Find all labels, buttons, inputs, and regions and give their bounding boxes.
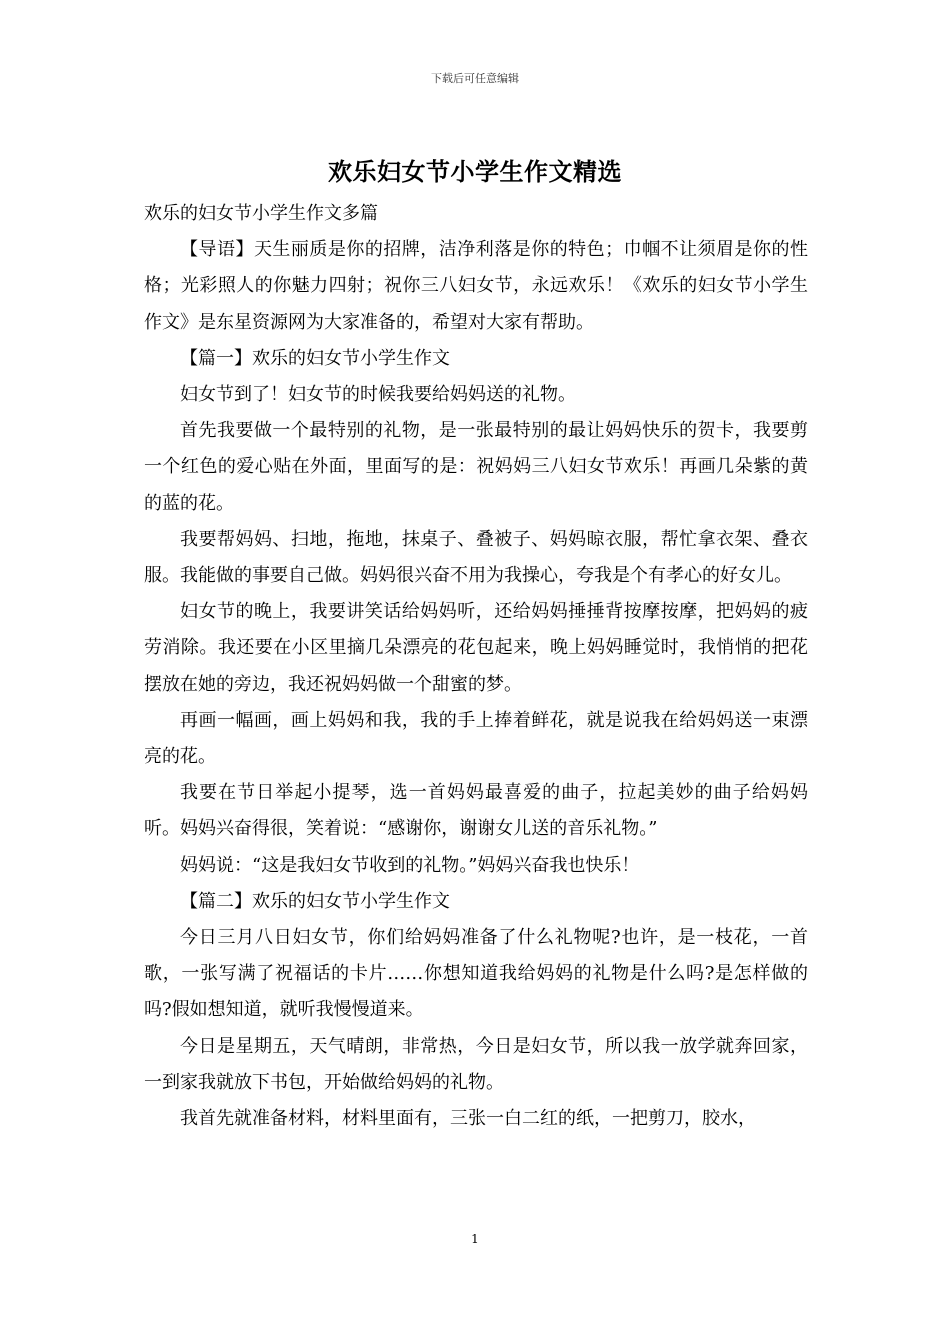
page-number: 1: [471, 1232, 479, 1246]
paragraph: 妈妈说：“这是我妇女节收到的礼物。”妈妈兴奋我也快乐！: [180, 854, 640, 876]
document-title: 欢乐妇女节小学生作文精选: [328, 157, 622, 186]
paragraph: 【导语】天生丽质是你的招牌，洁净利落是你的特色；巾帼不让须眉是你的性格；光彩照人的你魅力四射；祝你三八妇女节，永远欢乐！《欢乐的妇女节小学生作文》是东星资源网为大家准备的，希望对大家有帮助。: [144, 239, 808, 333]
paragraph: 【篇一】欢乐的妇女节小学生作文: [180, 347, 450, 369]
paragraph: 妇女节到了！妇女节的时候我要给妈妈送的礼物。: [180, 384, 576, 406]
page-header: 下载后可任意编辑: [431, 72, 519, 85]
paragraph: 妇女节的晚上，我要讲笑话给妈妈听，还给妈妈捶捶背按摩按摩，把妈妈的疲劳消除。我还要在小区里摘几朵漂亮的花包起来，晚上妈妈睡觉时，我悄悄的把花摆放在她的旁边，我还祝妈妈做一个甜蜜的梦。: [144, 601, 808, 695]
paragraph: 欢乐的妇女节小学生作文多篇: [144, 203, 378, 224]
paragraph: 我要在节日举起小提琴，选一首妈妈最喜爱的曲子，拉起美妙的曲子给妈妈听。妈妈兴奋得很，笑着说：“感谢你，谢谢女儿送的音乐礼物。”: [144, 782, 808, 840]
paragraph: 我首先就准备材料，材料里面有，三张一白二红的纸，一把剪刀，胶水，: [180, 1108, 756, 1130]
paragraph: 再画一幅画，画上妈妈和我，我的手上捧着鲜花，就是说我在给妈妈送一束漂亮的花。: [144, 709, 808, 768]
paragraph: 我要帮妈妈、扫地，拖地，抹桌子、叠被子、妈妈晾衣服，帮忙拿衣架、叠衣服。我能做的事要自己做。妈妈很兴奋不用为我操心，夸我是个有孝心的好女儿。: [144, 528, 808, 587]
paragraph: 首先我要做一个最特别的礼物，是一张最特别的最让妈妈快乐的贺卡，我要剪一个红色的爱心贴在外面，里面写的是：祝妈妈三八妇女节欢乐！再画几朵紫的黄的蓝的花。: [144, 420, 808, 514]
document-body: [144, 196, 808, 1137]
paragraph: 今日三月八日妇女节，你们给妈妈准备了什么礼物呢?也许，是一枝花，一首歌，一张写满了祝福话的卡片……你想知道我给妈妈的礼物是什么吗?是怎样做的吗?假如想知道，就听我慢慢道来。: [144, 927, 808, 1021]
paragraph: 【篇二】欢乐的妇女节小学生作文: [180, 890, 450, 912]
paragraph: 今日是星期五，天气晴朗，非常热，今日是妇女节，所以我一放学就奔回家，一到家我就放下书包，开始做给妈妈的礼物。: [144, 1035, 808, 1093]
